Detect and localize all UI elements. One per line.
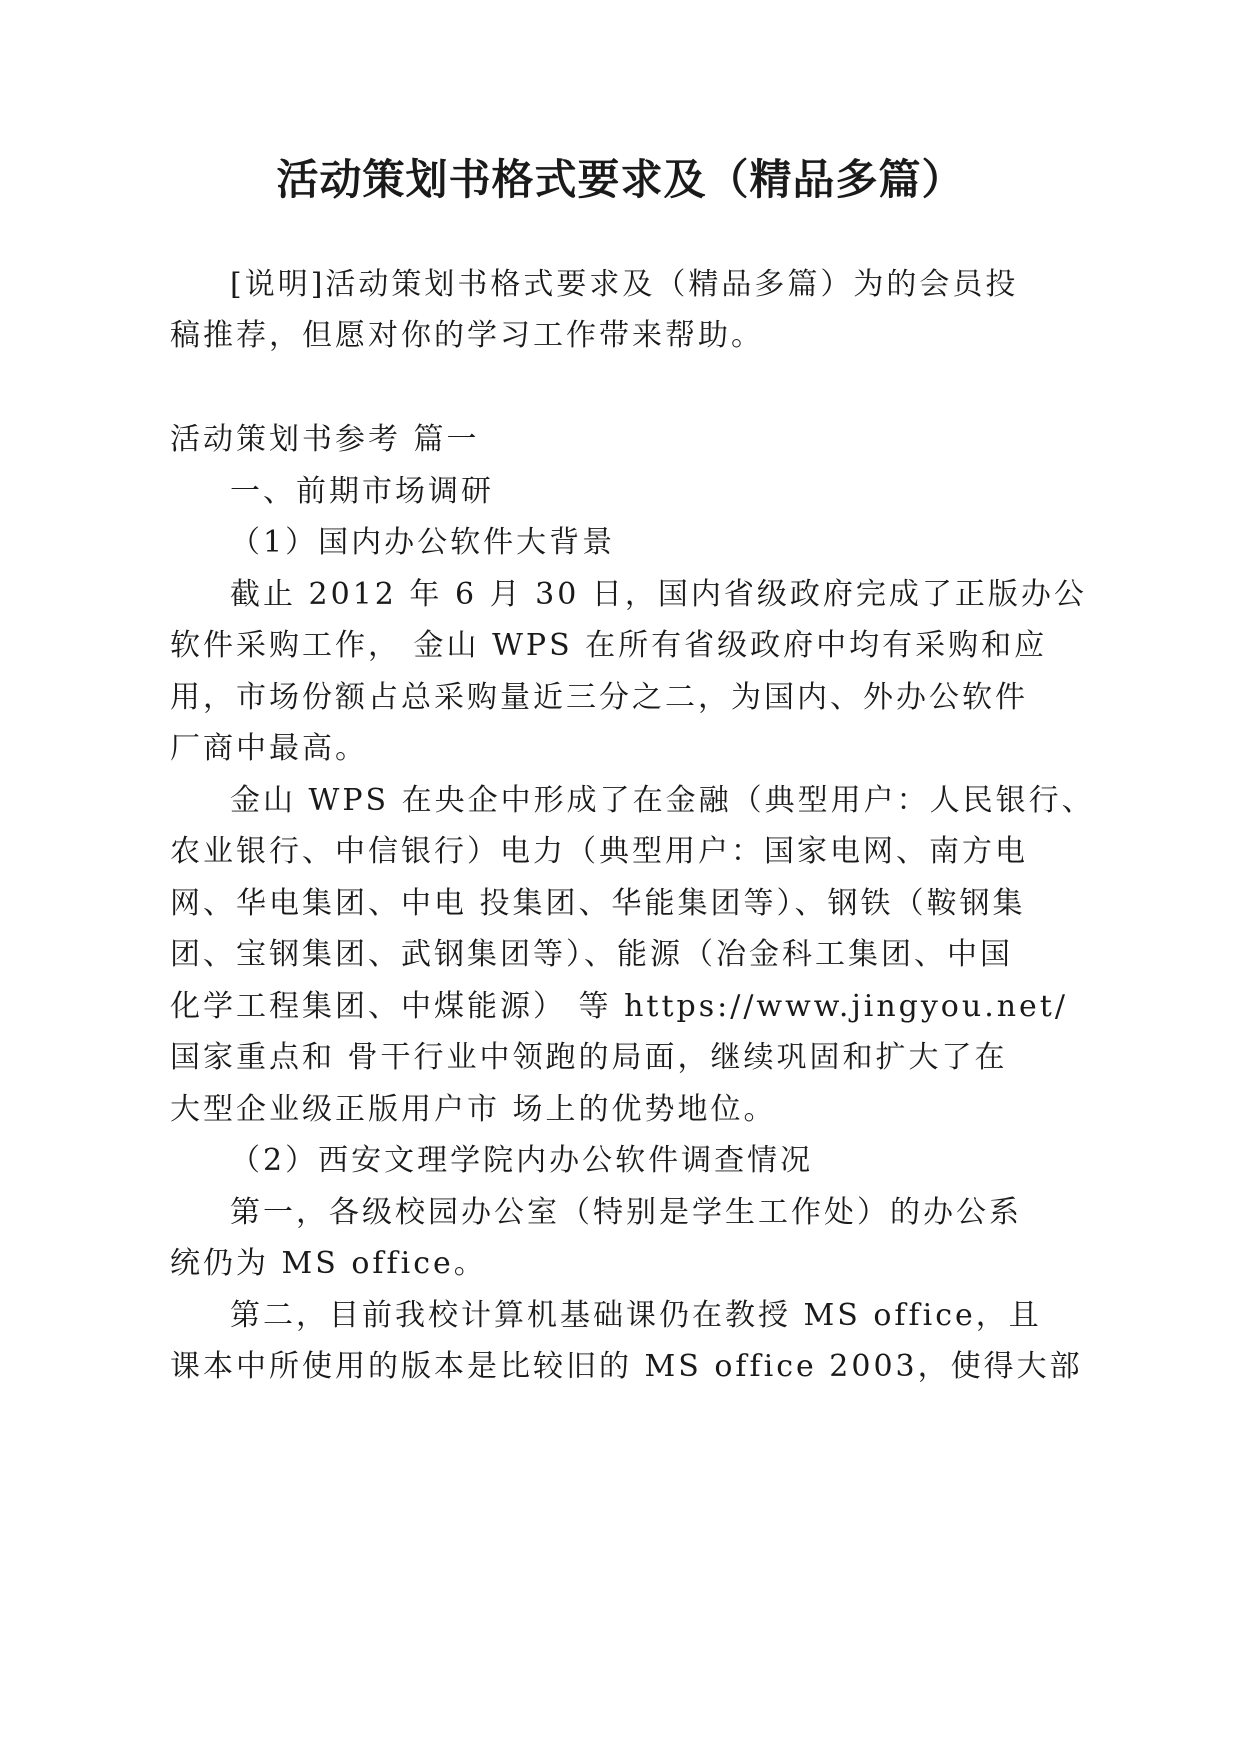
paragraph-line: 第一，各级校园办公室（特别是学生工作处）的办公系: [230, 1195, 1022, 1230]
paragraph-line: 团、宝钢集团、武钢集团等）、能源（冶金科工集团、中国: [170, 937, 1013, 972]
paragraph-line: 网、华电集团、中电 投集团、华能集团等）、钢铁（鞍钢集: [170, 886, 1026, 921]
intro-line-2: 稿推荐，但愿对你的学习工作带来帮助。: [170, 318, 764, 353]
paragraph-line: 课本中所使用的版本是比较旧的 MS office 2003，使得大部: [170, 1349, 1083, 1384]
paragraph-line: 厂商中最高。: [170, 731, 368, 766]
paragraph-line: 国家重点和 骨干行业中领跑的局面，继续巩固和扩大了在: [170, 1040, 1008, 1075]
paragraph-line: 统仍为 MS office。: [170, 1246, 487, 1281]
paragraph-line: 用，市场份额占总采购量近三分之二，为国内、外办公软件: [170, 680, 1028, 715]
subsection-heading: 一、前期市场调研: [230, 474, 494, 509]
paragraph-line: 软件采购工作， 金山 WPS 在所有省级政府中均有采购和应: [170, 628, 1048, 663]
paragraph-line: 金山 WPS 在央企中形成了在金融（典型用户：人民银行、: [230, 783, 1095, 818]
paragraph-line: 化学工程集团、中煤能源） 等 https://www.jingyou.net/: [170, 989, 1068, 1024]
paragraph-line: 大型企业级正版用户市 场上的优势地位。: [170, 1092, 777, 1127]
intro-line-1: [说明]活动策划书格式要求及（精品多篇）为的会员投: [230, 267, 1019, 302]
paragraph-line: 农业银行、中信银行）电力（典型用户：国家电网、南方电: [170, 834, 1028, 869]
paragraph-line: 第二，目前我校计算机基础课仍在教授 MS office，且: [230, 1298, 1042, 1333]
document-title: 活动策划书格式要求及（精品多篇）: [276, 155, 965, 204]
subsection-heading: （1）国内办公软件大背景: [230, 525, 616, 560]
paragraph-line: 截止 2012 年 6 月 30 日，国内省级政府完成了正版办公: [230, 577, 1087, 612]
subsection-heading: （2）西安文理学院内办公软件调查情况: [230, 1143, 814, 1178]
section-heading: 活动策划书参考 篇一: [170, 422, 480, 457]
